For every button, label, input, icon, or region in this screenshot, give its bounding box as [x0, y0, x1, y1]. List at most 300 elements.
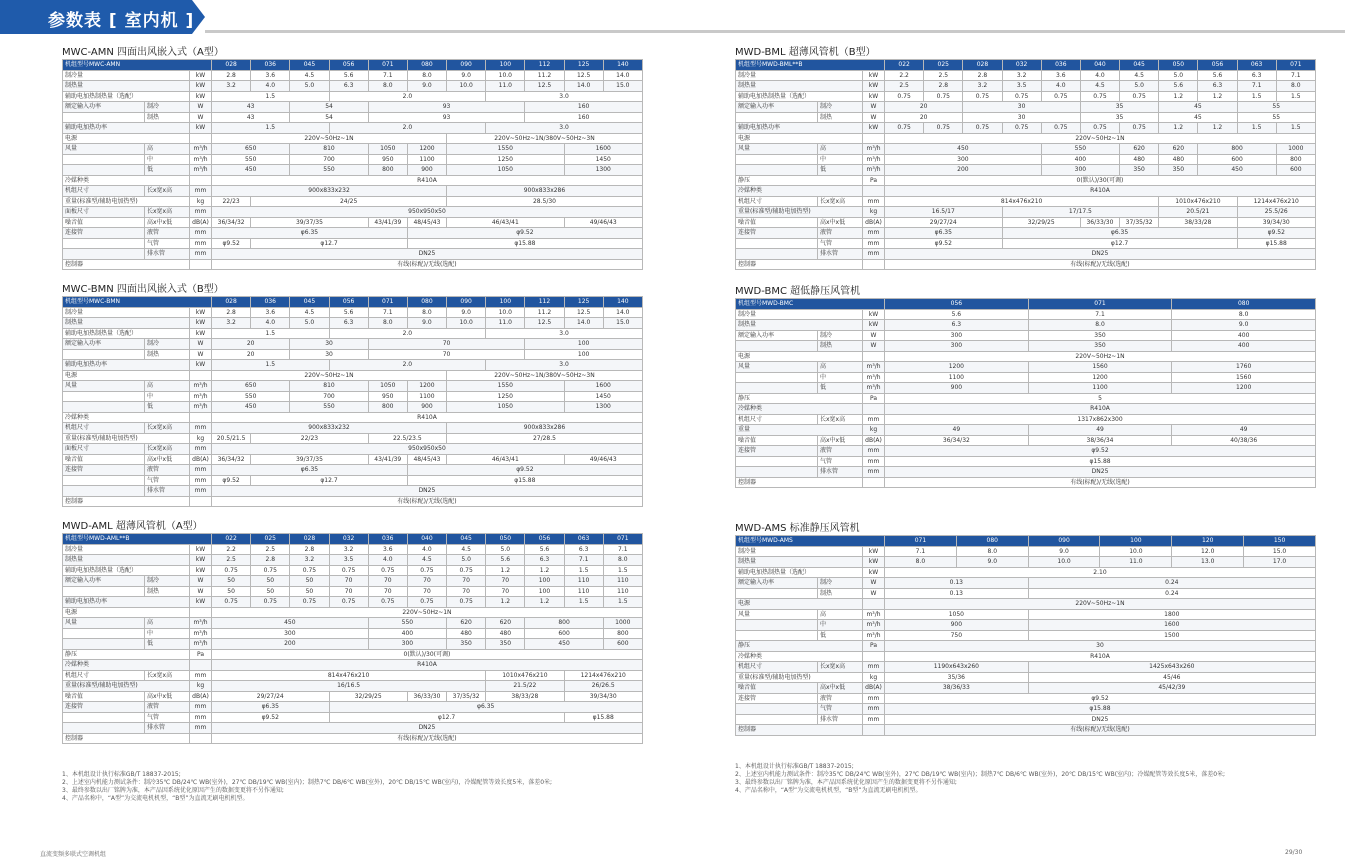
value-cell: 400 [1041, 154, 1119, 165]
value-cell: 100 [525, 586, 564, 597]
model-code-header: 112 [525, 297, 564, 308]
value-cell: 16/16.5 [212, 681, 486, 692]
value-cell: 4.0 [251, 81, 290, 92]
model-code-header: 050 [1159, 60, 1198, 71]
model-code-header: 080 [407, 297, 446, 308]
row-unit: W [190, 586, 212, 597]
value-cell: 800 [525, 618, 603, 629]
value-cell: 220V~50Hz~1N [885, 133, 1316, 144]
row-unit [190, 133, 212, 144]
value-cell: 900 [885, 620, 1029, 631]
model-code-header: 032 [1002, 60, 1041, 71]
row-unit [863, 404, 885, 415]
value-cell: 29/27/24 [212, 691, 330, 702]
row-unit: m³/h [863, 620, 885, 631]
value-cell: 160 [525, 102, 643, 113]
value-cell: 810 [290, 144, 368, 155]
table-row [63, 565, 643, 576]
value-cell: 38/33/28 [1159, 217, 1237, 228]
model-code-header: 080 [407, 60, 446, 71]
value-cell: 7.1 [1237, 81, 1276, 92]
row-sublabel: 排水管 [145, 249, 190, 260]
value-cell: 1250 [447, 391, 565, 402]
value-cell: 350 [1120, 165, 1159, 176]
table-header-row [63, 534, 643, 545]
row-sublabel: 高 [818, 609, 863, 620]
row-label [736, 588, 818, 599]
table-row [63, 370, 643, 381]
value-cell: 36/33/30 [407, 691, 446, 702]
value-cell: 1010x476x210 [1159, 196, 1237, 207]
value-cell: 650 [212, 381, 290, 392]
value-cell: 10.0 [447, 81, 486, 92]
value-cell: DN25 [212, 486, 643, 497]
value-cell: 1200 [1172, 383, 1316, 394]
row-label: 制热量 [736, 81, 863, 92]
row-unit: kW [863, 557, 885, 568]
row-label: 重量(标准型/辅助电加热型) [736, 207, 863, 218]
value-cell: 27/28.5 [447, 433, 643, 444]
value-cell: 36/34/32 [212, 454, 251, 465]
value-cell: 650 [212, 144, 290, 155]
value-cell: 1450 [564, 391, 642, 402]
value-cell: 1214x476x210 [1237, 196, 1315, 207]
value-cell: 32/29/25 [1002, 217, 1080, 228]
row-label [736, 249, 818, 260]
value-cell: 1050 [368, 381, 407, 392]
value-cell: 1.5 [1276, 123, 1315, 134]
table-row [736, 81, 1316, 92]
table-row [736, 341, 1316, 352]
value-cell: 5.0 [447, 555, 486, 566]
row-unit: mm [190, 712, 212, 723]
value-cell: 11.0 [486, 81, 525, 92]
row-unit: mm [863, 714, 885, 725]
model-code-header: 071 [885, 536, 957, 547]
value-cell: 43 [212, 102, 290, 113]
value-cell: 0.75 [885, 123, 924, 134]
model-code-header: 100 [486, 297, 525, 308]
row-unit [190, 175, 212, 186]
page-title: 参数表 [ 室内机 ] [48, 11, 195, 31]
value-cell: 8.0 [1028, 320, 1172, 331]
table-row [63, 576, 643, 587]
table-row [736, 477, 1316, 488]
row-label [63, 154, 145, 165]
table-row [63, 154, 643, 165]
table-row [736, 259, 1316, 270]
row-sublabel: 低 [818, 383, 863, 394]
row-sublabel: 长x宽x高 [145, 186, 190, 197]
value-cell: 450 [212, 165, 290, 176]
row-unit: W [863, 112, 885, 123]
row-sublabel: 中 [818, 154, 863, 165]
row-sublabel: 长x宽x高 [145, 444, 190, 455]
row-label: 风量 [63, 618, 145, 629]
value-cell: 38/36/33 [885, 683, 1029, 694]
value-cell: 0.75 [924, 123, 963, 134]
row-unit: kW [190, 555, 212, 566]
table-row [63, 496, 643, 507]
row-label [736, 238, 818, 249]
table-row [63, 249, 643, 260]
table-row [736, 683, 1316, 694]
row-unit: dB(A) [190, 454, 212, 465]
table-row [736, 91, 1316, 102]
value-cell: φ6.35 [885, 228, 1003, 239]
row-label [736, 630, 818, 641]
value-cell: 14.0 [603, 307, 642, 318]
row-sublabel: 制热 [145, 112, 190, 123]
row-label [736, 341, 818, 352]
row-label [63, 639, 145, 650]
table-row [63, 607, 643, 618]
table-row [736, 383, 1316, 394]
value-cell: φ12.7 [251, 475, 408, 486]
row-label: 电源 [736, 133, 863, 144]
row-sublabel: 低 [145, 639, 190, 650]
value-cell: 2.5 [251, 544, 290, 555]
row-label: 机组尺寸 [736, 414, 818, 425]
value-cell: 300 [885, 154, 1042, 165]
row-label: 重量(标准型/辅助电加热型) [736, 672, 863, 683]
value-cell: 700 [290, 391, 368, 402]
value-cell: 39/34/30 [1237, 217, 1315, 228]
model-header: 机组型号MWD-AML**B [63, 534, 212, 545]
table-row [63, 702, 643, 713]
row-sublabel: 液管 [818, 228, 863, 239]
model-code-header: 100 [486, 60, 525, 71]
row-label: 控制器 [63, 733, 190, 744]
model-code-header: 028 [290, 534, 329, 545]
value-cell: 39/37/35 [251, 454, 369, 465]
value-cell: 40/38/36 [1172, 435, 1316, 446]
value-cell: 7.1 [368, 307, 407, 318]
table-row [63, 381, 643, 392]
row-unit: m³/h [190, 618, 212, 629]
value-cell: 1200 [407, 144, 446, 155]
value-cell: 814x476x210 [212, 670, 486, 681]
row-label: 冷媒种类 [736, 651, 863, 662]
table-row [736, 414, 1316, 425]
value-cell: 15.0 [1244, 546, 1316, 557]
value-cell: 1000 [1276, 144, 1315, 155]
row-sublabel: 制冷 [145, 339, 190, 350]
value-cell: 有线(标配)/无线(选配) [212, 259, 643, 270]
row-sublabel: 液管 [818, 693, 863, 704]
value-cell: 2.5 [212, 555, 251, 566]
row-sublabel: 液管 [818, 446, 863, 457]
value-cell: 1250 [447, 154, 565, 165]
table-row [736, 320, 1316, 331]
value-cell: 55 [1237, 102, 1315, 113]
row-sublabel: 排水管 [818, 249, 863, 260]
row-label: 电源 [63, 370, 190, 381]
table-row [736, 714, 1316, 725]
value-cell: 3.5 [1002, 81, 1041, 92]
table-row [736, 404, 1316, 415]
row-label: 制热量 [63, 81, 190, 92]
row-label [63, 486, 145, 497]
value-cell: 8.0 [368, 81, 407, 92]
value-cell: 1300 [564, 402, 642, 413]
row-label: 重量(标准型/辅助电加热型) [63, 196, 190, 207]
row-unit: m³/h [863, 372, 885, 383]
table-row [736, 238, 1316, 249]
row-unit: kg [863, 207, 885, 218]
value-cell: 1.2 [525, 597, 564, 608]
row-label: 重量(标准型/辅助电加热型) [63, 681, 190, 692]
value-cell: 1800 [1028, 609, 1315, 620]
value-cell: 12.5 [564, 70, 603, 81]
value-cell: 5.6 [885, 309, 1029, 320]
value-cell: 4.0 [251, 318, 290, 329]
model-code-header: 090 [1028, 536, 1100, 547]
row-unit [190, 370, 212, 381]
value-cell: 50 [251, 586, 290, 597]
table-row [736, 567, 1316, 578]
row-label: 机组尺寸 [736, 196, 818, 207]
value-cell: 800 [1198, 144, 1276, 155]
value-cell: 7.1 [1276, 70, 1315, 81]
table-row [736, 588, 1316, 599]
row-sublabel: 高 [145, 618, 190, 629]
note-line: 2、上述室内机能力测试条件：制冷35℃ DB/24℃ WB(室外)，27℃ DB/19℃ WB(室内)；制热7℃ DB/6℃ WB(室外)，20℃ DB/15℃ WB(室内)；冷媒配管等效长度5米，落差0米; [735, 771, 1226, 778]
row-unit: mm [190, 228, 212, 239]
value-cell: 550 [212, 154, 290, 165]
value-cell: φ12.7 [251, 238, 408, 249]
value-cell: 3.0 [486, 91, 643, 102]
row-unit: kW [190, 360, 212, 371]
value-cell: 1.2 [1198, 91, 1237, 102]
model-code-header: 025 [924, 60, 963, 71]
value-cell: 0.75 [1080, 91, 1119, 102]
spec-section-mwd-bmc [735, 286, 1315, 488]
value-cell: 1760 [1172, 362, 1316, 373]
table-row [63, 712, 643, 723]
value-cell: 1100 [885, 372, 1029, 383]
model-header: 机组型号MWC-AMN [63, 60, 212, 71]
model-code-header: 071 [1276, 60, 1315, 71]
value-cell: 900x833x286 [447, 423, 643, 434]
row-unit: kW [190, 81, 212, 92]
value-cell: 36/33/30 [1080, 217, 1119, 228]
value-cell: 1550 [447, 144, 565, 155]
value-cell: 50 [290, 576, 329, 587]
row-unit [863, 351, 885, 362]
table-row [63, 175, 643, 186]
row-label [63, 628, 145, 639]
row-unit: m³/h [190, 391, 212, 402]
model-header: 机组型号MWD-AMS [736, 536, 885, 547]
value-cell: 110 [603, 586, 642, 597]
table-row [63, 238, 643, 249]
value-cell: 900 [407, 165, 446, 176]
value-cell: 160 [525, 112, 643, 123]
table-row [63, 391, 643, 402]
value-cell: 1600 [564, 144, 642, 155]
value-cell: 9.0 [407, 81, 446, 92]
model-code-header: 025 [251, 534, 290, 545]
value-cell: 46/43/41 [447, 454, 565, 465]
value-cell: 4.5 [290, 70, 329, 81]
row-unit: mm [863, 238, 885, 249]
value-cell: 350 [1159, 165, 1198, 176]
value-cell: φ9.52 [212, 475, 251, 486]
row-label: 重量(标准型/辅助电加热型) [63, 433, 190, 444]
table-row [736, 651, 1316, 662]
row-label [736, 704, 818, 715]
row-unit: m³/h [863, 165, 885, 176]
value-cell: 450 [885, 144, 1042, 155]
row-label: 制冷量 [63, 544, 190, 555]
value-cell: 30 [290, 349, 368, 360]
table-row [63, 112, 643, 123]
row-unit: kW [863, 567, 885, 578]
value-cell: 2.8 [251, 555, 290, 566]
row-label: 静压 [736, 641, 863, 652]
model-code-header: 056 [1198, 60, 1237, 71]
row-label: 机组尺寸 [63, 670, 145, 681]
row-unit: kW [190, 565, 212, 576]
value-cell: 1.5 [1237, 91, 1276, 102]
value-cell: 70 [486, 586, 525, 597]
spec-section-mwc-amn [62, 47, 642, 270]
value-cell: 24/25 [251, 196, 447, 207]
row-label [63, 238, 145, 249]
value-cell: φ15.88 [564, 712, 642, 723]
row-unit: W [863, 330, 885, 341]
value-cell: 6.3 [329, 318, 368, 329]
value-cell: 350 [1028, 341, 1172, 352]
row-sublabel: 中 [818, 372, 863, 383]
table-row [63, 618, 643, 629]
row-unit: mm [190, 423, 212, 434]
table-row [63, 339, 643, 350]
value-cell: 22.5/23.5 [368, 433, 446, 444]
value-cell: 14.0 [564, 81, 603, 92]
value-cell: φ15.88 [885, 456, 1316, 467]
row-label: 连接管 [63, 228, 145, 239]
value-cell: 70 [368, 339, 525, 350]
note-line: 2、上述室内机能力测试条件：制冷35℃ DB/24℃ WB(室外)，27℃ DB/19℃ WB(室内)；制热7℃ DB/6℃ WB(室外)，20℃ DB/15℃ WB(室内)，冷媒配管等效长度5米，落差0米; [62, 779, 553, 786]
value-cell: 7.1 [564, 555, 603, 566]
row-label [63, 391, 145, 402]
value-cell: 3.2 [963, 81, 1002, 92]
row-unit: W [190, 576, 212, 587]
row-label: 辅助电加热制热量（选配） [63, 328, 190, 339]
value-cell: 0.75 [1041, 91, 1080, 102]
model-code-header: 071 [603, 534, 642, 545]
row-sublabel: 制热 [818, 588, 863, 599]
row-label: 噪音值 [63, 691, 145, 702]
table-row [736, 704, 1316, 715]
row-sublabel: 长x宽x高 [145, 207, 190, 218]
row-label: 冷媒种类 [63, 412, 190, 423]
row-label: 风量 [63, 381, 145, 392]
row-label: 冷媒种类 [736, 404, 863, 415]
value-cell: 550 [290, 165, 368, 176]
table-row [63, 628, 643, 639]
value-cell: 5.6 [525, 544, 564, 555]
value-cell: 2.5 [924, 70, 963, 81]
spec-section-mwd-bml [735, 47, 1315, 270]
table-row [63, 217, 643, 228]
value-cell: 4.5 [1080, 81, 1119, 92]
row-unit: W [190, 112, 212, 123]
value-cell: 2.8 [290, 544, 329, 555]
row-unit: mm [190, 207, 212, 218]
table-header-row [736, 299, 1316, 310]
value-cell: 6.3 [885, 320, 1029, 331]
value-cell: 0.13 [885, 578, 1029, 589]
value-cell: 0.75 [368, 565, 407, 576]
row-label [736, 165, 818, 176]
row-unit [190, 259, 212, 270]
table-row [63, 691, 643, 702]
value-cell: 600 [1198, 154, 1276, 165]
model-code-header: 125 [564, 297, 603, 308]
row-sublabel: 低 [818, 165, 863, 176]
value-cell: 7.1 [603, 544, 642, 555]
value-cell: 1200 [407, 381, 446, 392]
value-cell: 100 [525, 339, 643, 350]
value-cell: 43/41/39 [368, 217, 407, 228]
value-cell: 49/46/43 [564, 217, 642, 228]
value-cell: 70 [407, 576, 446, 587]
value-cell: 2.0 [329, 360, 486, 371]
row-label [736, 467, 818, 478]
value-cell: 1050 [885, 609, 1029, 620]
value-cell: 0.75 [251, 597, 290, 608]
value-cell: 1214x476x210 [564, 670, 642, 681]
value-cell: 6.3 [1198, 81, 1237, 92]
value-cell: 21.5/22 [486, 681, 564, 692]
value-cell: 12.0 [1172, 546, 1244, 557]
value-cell: 11.2 [525, 70, 564, 81]
value-cell: 550 [290, 402, 368, 413]
row-unit: kW [863, 70, 885, 81]
row-sublabel: 高 [818, 362, 863, 373]
row-unit: mm [190, 465, 212, 476]
row-unit: m³/h [190, 154, 212, 165]
row-unit: dB(A) [863, 435, 885, 446]
table-row [736, 196, 1316, 207]
value-cell: φ6.35 [212, 702, 330, 713]
page-header [0, 0, 1345, 36]
row-sublabel: 长x宽x高 [145, 423, 190, 434]
row-label [63, 586, 145, 597]
row-unit: kW [863, 91, 885, 102]
model-code-header: 056 [329, 60, 368, 71]
row-unit [190, 412, 212, 423]
value-cell: 5.0 [290, 81, 329, 92]
value-cell: 1425x643x260 [1028, 662, 1315, 673]
row-sublabel: 高x中x低 [818, 683, 863, 694]
value-cell: 1600 [564, 381, 642, 392]
value-cell: 0.75 [407, 565, 446, 576]
row-label [736, 714, 818, 725]
value-cell: 8.0 [885, 557, 957, 568]
value-cell: 35 [1080, 102, 1158, 113]
value-cell: 220V~50Hz~1N [212, 607, 643, 618]
row-sublabel: 制冷 [145, 102, 190, 113]
value-cell: φ15.88 [885, 704, 1316, 715]
row-unit [190, 733, 212, 744]
value-cell: 0.75 [407, 597, 446, 608]
value-cell: 0.75 [329, 565, 368, 576]
value-cell: 1.5 [603, 565, 642, 576]
